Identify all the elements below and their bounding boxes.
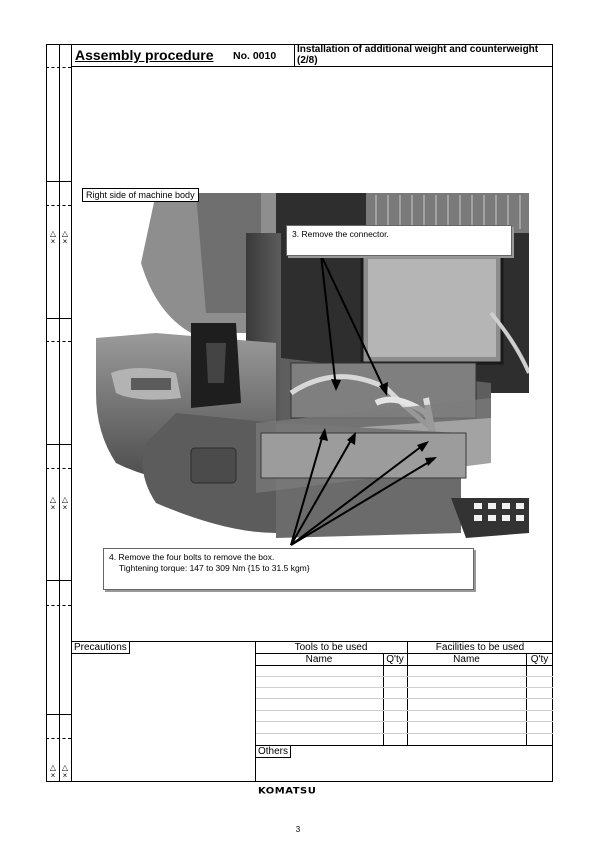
procedure-heading: Installation of additional weight and counterweight (2/8) — [297, 44, 539, 66]
revision-mark: △ × — [49, 229, 57, 246]
revision-mark: △ × — [61, 229, 69, 246]
revision-mark: △ × — [49, 763, 57, 780]
page-title: Assembly procedure — [75, 47, 214, 63]
revision-column-border — [71, 44, 72, 782]
tools-name-header: Name — [305, 654, 333, 665]
header-bottom-rule — [71, 66, 553, 67]
header-divider — [294, 44, 295, 66]
facilities-qty-header: Q'ty — [530, 654, 549, 665]
tools-header: Tools to be used — [294, 642, 368, 653]
others-label: Others — [255, 745, 291, 758]
facilities-name-header: Name — [453, 654, 480, 665]
revision-column-divider — [59, 44, 60, 782]
revision-mark: △ × — [49, 495, 57, 512]
revision-mark: △ × — [61, 495, 69, 512]
page-number: 3 — [295, 825, 301, 834]
precautions-label: Precautions — [71, 641, 130, 654]
callout-bolts: 4. Remove the four bolts to remove the box. Tightening torque: 147 to 309 Nm {15 to 31.5 kgm} — [103, 548, 474, 590]
revision-mark: △ × — [61, 763, 69, 780]
tools-qty-header: Q'ty — [386, 654, 404, 665]
procedure-number: No. 0010 — [233, 50, 277, 62]
facilities-header: Facilities to be used — [435, 642, 525, 653]
view-label: Right side of machine body — [82, 188, 199, 202]
callout-connector: 3. Remove the connector. — [286, 225, 512, 256]
komatsu-logo: KOMATSU — [258, 786, 317, 797]
